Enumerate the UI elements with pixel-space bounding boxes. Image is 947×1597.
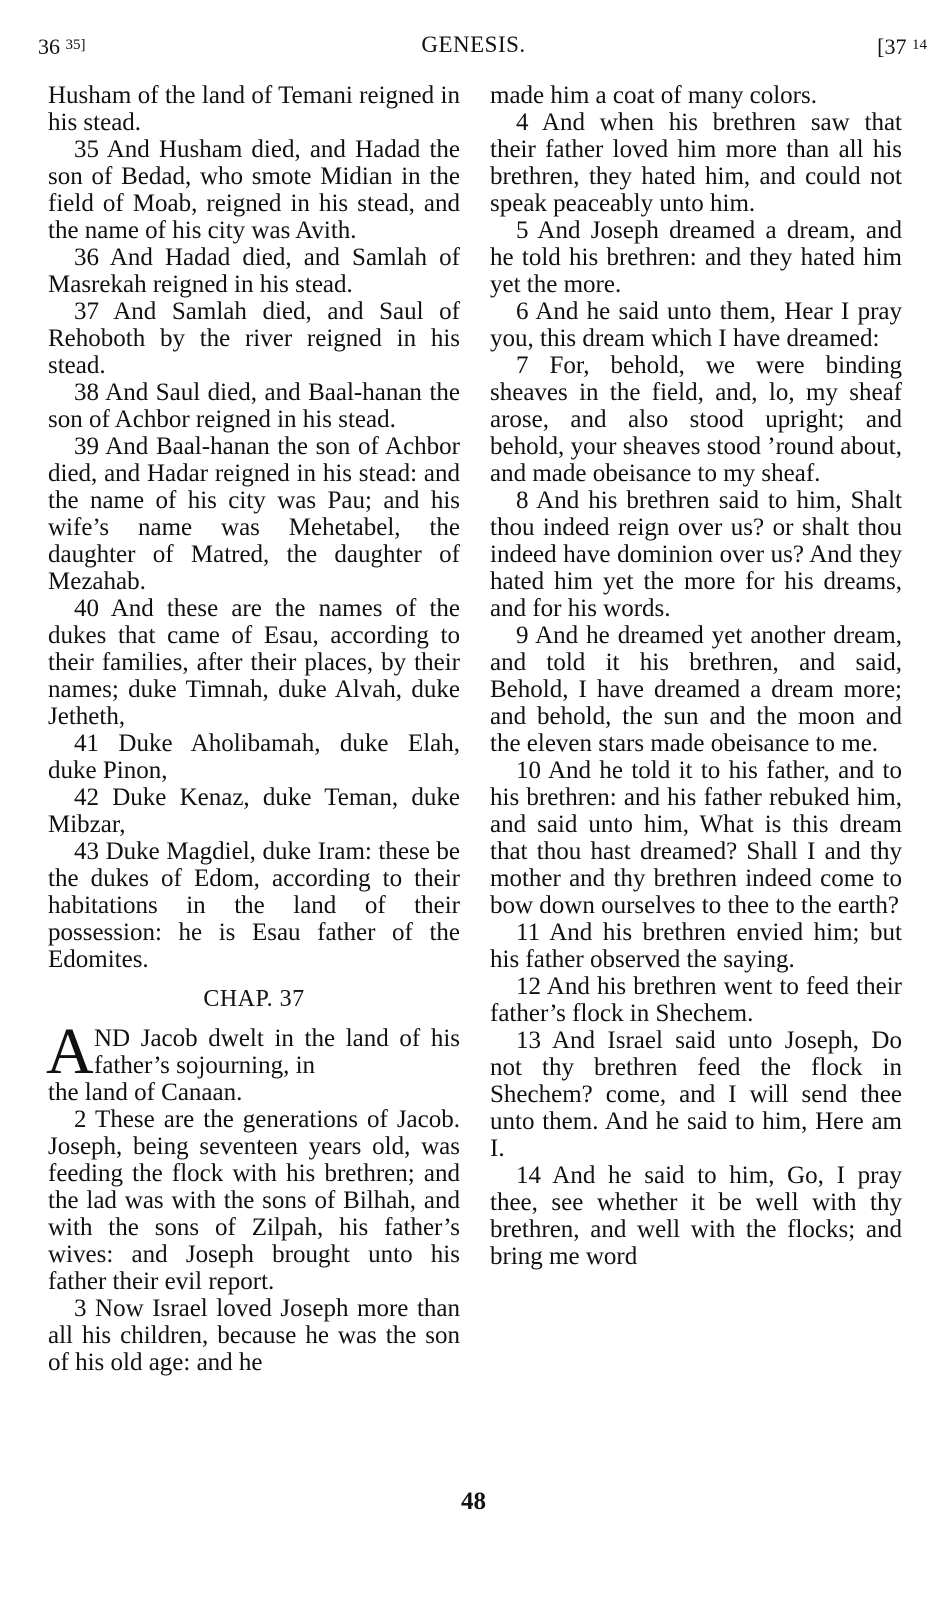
verse: 2 These are the generations of Jacob. Joseph, being seventeen years old, was feeding the flock with his brethren; and the lad was with the sons of Bilhah, and with the sons of Zilpah, his father’s wives: and Joseph brought unto his father their evil report. [48, 1106, 460, 1295]
left-column [48, 82, 460, 1376]
header-left-chapter: 36 [38, 34, 60, 59]
chapter-opening-text-continued: the land of Canaan. [48, 1079, 243, 1106]
header-right-reference [877, 34, 927, 60]
chapter-opening [46, 1015, 460, 1106]
verse: 7 For, behold, we were binding sheaves in the field, and, lo, my sheaf arose, and also stood upright; and behold, your sheaves stood ’round about, and made obeisance to my sheaf. [490, 352, 902, 487]
continued-verse-text: Husham of the land of Temani reigned in his stead. [48, 82, 460, 136]
verse: 3 Now Israel loved Joseph more than all his children, because he was the son of his old age: and he [48, 1295, 460, 1376]
verse: 42 Duke Kenaz, duke Teman, duke Mibzar, [48, 784, 460, 838]
header-left-verse: 35] [65, 37, 86, 53]
verse: 36 And Hadad died, and Samlah of Masrekah reigned in his stead. [48, 244, 460, 298]
verse: 38 And Saul died, and Baal-hanan the son of Achbor reigned in his stead. [48, 379, 460, 433]
verse: 37 And Samlah died, and Saul of Rehoboth by the river reigned in his stead. [48, 298, 460, 379]
drop-cap: A [46, 1015, 94, 1088]
chapter-opening-text: ND Jacob dwelt in the land of his father’s sojourning, in [94, 1025, 460, 1079]
header-right-verse: 14 [912, 37, 927, 53]
verse: 8 And his brethren said to him, Shalt thou indeed reign over us? or shalt thou indeed have dominion over us? And they hated him yet the more for his dreams, and for his words. [490, 487, 902, 622]
right-column [490, 82, 902, 1270]
verse: 9 And he dreamed yet another dream, and told it his brethren, and said, Behold, I have dreamed a dream more; and behold, the sun and the moon and the eleven stars made obeisance to me. [490, 622, 902, 757]
verse: 43 Duke Magdiel, duke Iram: these be the dukes of Edom, according to their habitations in the land of their possession: he is Esau father of the Edomites. [48, 838, 460, 973]
verse: 35 And Husham died, and Hadad the son of Bedad, who smote Midian in the field of Moab, reigned in his stead, and the name of his city was Avith. [48, 136, 460, 244]
verse: 5 And Joseph dreamed a dream, and he told his brethren: and they hated him yet the more. [490, 217, 902, 298]
verse: 40 And these are the names of the dukes that came of Esau, according to their families, after their places, by their names; duke Timnah, duke Alvah, duke Jetheth, [48, 595, 460, 730]
verse: 12 And his brethren went to feed their father’s flock in Shechem. [490, 973, 902, 1027]
chapter-heading: CHAP. 37 [203, 986, 305, 1012]
verse: 39 And Baal-hanan the son of Achbor died, and Hadar reigned in his stead: and the name of his city was Pau; and his wife’s name was Mehetabel, the daughter of Matred, the daughter of Mezahab. [48, 433, 460, 595]
book-title: GENESIS. [421, 32, 526, 57]
verse: 14 And he said to him, Go, I pray thee, see whether it be well with thy brethren, and well with the flocks; and bring me word [490, 1162, 902, 1270]
verse: 13 And Israel said unto Joseph, Do not thy brethren feed the flock in Shechem? come, and I will send thee unto them. And he said to him, Here am I. [490, 1027, 902, 1162]
verse: 4 And when his brethren saw that their father loved him more than all his brethren, they hated him, and could not speak peaceably unto him. [490, 109, 902, 217]
header-right-chapter: [37 [877, 34, 907, 59]
continued-verse-text: made him a coat of many colors. [490, 82, 817, 109]
verse: 41 Duke Aholibamah, duke Elah, duke Pinon, [48, 730, 460, 784]
verse: 11 And his brethren envied him; but his father observed the saying. [490, 919, 902, 973]
page-number: 48 [461, 1488, 486, 1515]
verse: 6 And he said unto them, Hear I pray you, this dream which I have dreamed: [490, 298, 902, 352]
verse: 10 And he told it to his father, and to his brethren: and his father rebuked him, and said unto him, What is this dream that thou hast dreamed? Shall I and thy mother and thy brethren indeed come to bow down ourselves to thee to the earth? [490, 757, 902, 919]
running-header [0, 28, 947, 62]
